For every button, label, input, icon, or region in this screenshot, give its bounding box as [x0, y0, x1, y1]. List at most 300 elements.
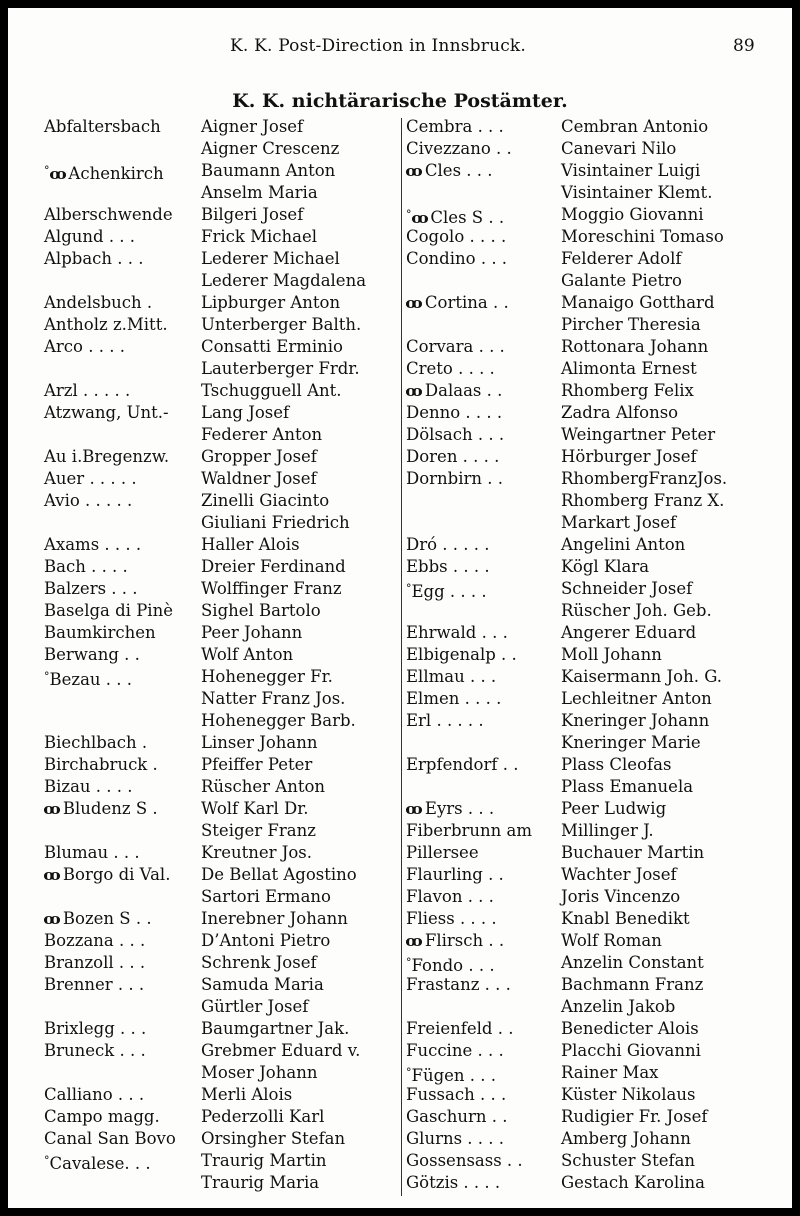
list-item: [406, 270, 776, 292]
list-item: [44, 358, 396, 380]
office-marker-icon: °: [406, 582, 412, 595]
postmaster-name: Joris Vincenzo: [561, 887, 681, 906]
place-label: Gaschurn . .: [406, 1107, 508, 1126]
place-label: Achenkirch: [68, 164, 164, 183]
postmaster-name: Steiger Franz: [201, 821, 316, 840]
list-item: [44, 622, 396, 644]
list-item: [406, 534, 776, 556]
list-item: [406, 908, 776, 930]
postmaster-name: Traurig Martin: [201, 1151, 327, 1170]
place-label: Ebbs . . . .: [406, 557, 490, 576]
place-name: [44, 622, 156, 644]
postmaster-name: Waldner Josef: [201, 469, 317, 488]
list-item: [406, 1040, 776, 1062]
place-name: [44, 644, 140, 666]
place-label: Campo magg.: [44, 1107, 160, 1126]
place-label: Fussach . . .: [406, 1085, 507, 1104]
list-item: [44, 1106, 396, 1128]
list-item: [406, 1018, 776, 1040]
postmaster-name: Zinelli Giacinto: [201, 491, 330, 510]
list-item: [44, 116, 396, 138]
place-name: [406, 336, 505, 358]
place-label: Pillersee: [406, 843, 479, 862]
place-name: [406, 754, 518, 776]
place-name: [44, 248, 144, 270]
place-name: [406, 710, 484, 732]
postmaster-name: Angerer Eduard: [561, 623, 697, 642]
place-label: Frastanz . . .: [406, 975, 511, 994]
postmaster-name: Pederzolli Karl: [201, 1107, 325, 1126]
list-item: [406, 1128, 776, 1150]
list-item: [44, 974, 396, 996]
place-name: [44, 1084, 144, 1106]
place-name: [44, 842, 140, 864]
list-item: [406, 776, 776, 798]
place-name: [44, 578, 138, 600]
place-name: [44, 1106, 160, 1128]
postmaster-name: Lauterberger Frdr.: [201, 359, 360, 378]
postmaster-name: Alimonta Ernest: [561, 359, 697, 378]
place-label: Avio . . . . .: [44, 491, 133, 510]
place-name: [44, 204, 173, 226]
list-item: [406, 336, 776, 358]
postmaster-name: Hohenegger Barb.: [201, 711, 356, 730]
list-item: [44, 336, 396, 358]
post-horn-icon: ꝏ: [43, 866, 61, 884]
right-column: [406, 116, 776, 1194]
place-label: Doren . . . .: [406, 447, 500, 466]
place-name: [44, 380, 130, 402]
postmaster-name: Sartori Ermano: [201, 887, 331, 906]
postmaster-name: Rüscher Joh. Geb.: [561, 601, 712, 620]
list-item: [44, 380, 396, 402]
place-name: [406, 380, 502, 402]
postmaster-name: D’Antoni Pietro: [201, 931, 331, 950]
list-item: [406, 974, 776, 996]
postmaster-name: Orsingher Stefan: [201, 1129, 346, 1148]
place-label: Dornbirn . .: [406, 469, 504, 488]
list-item: [406, 160, 776, 182]
place-label: Borgo di Val.: [62, 865, 171, 884]
running-head: [8, 36, 792, 60]
postmaster-name: Markart Josef: [561, 513, 677, 532]
postmaster-name: Moll Johann: [561, 645, 662, 664]
place-name: [44, 534, 141, 556]
postmaster-name: Rüscher Anton: [201, 777, 326, 796]
place-label: Canal San Bovo: [44, 1129, 176, 1148]
post-horn-icon: ꝏ: [43, 800, 61, 818]
list-item: [44, 446, 396, 468]
list-item: [406, 1172, 776, 1194]
list-item: [44, 402, 396, 424]
place-label: Denno . . . .: [406, 403, 503, 422]
postmaster-name: Lederer Magdalena: [201, 271, 367, 290]
list-item: [406, 1150, 776, 1172]
list-item: [406, 292, 776, 314]
place-label: Antholz z.Mitt.: [44, 315, 168, 334]
list-item: [406, 820, 776, 842]
list-item: [406, 358, 776, 380]
list-item: [44, 710, 396, 732]
list-item: [44, 798, 396, 820]
place-label: Condino . . .: [406, 249, 508, 268]
place-name: [406, 292, 509, 314]
postmaster-name: Bilgeri Josef: [201, 205, 304, 224]
list-item: [406, 842, 776, 864]
place-name: [406, 1150, 523, 1172]
office-marker-icon: °: [44, 670, 50, 683]
place-name: [406, 226, 506, 248]
place-label: Bozen S . .: [62, 909, 152, 928]
list-item: [406, 138, 776, 160]
postmaster-name: Schrenk Josef: [201, 953, 317, 972]
postmaster-name: Peer Johann: [201, 623, 303, 642]
place-name: [44, 974, 144, 996]
office-marker-icon: °: [406, 208, 412, 221]
list-item: [406, 182, 776, 204]
place-name: [406, 1040, 504, 1062]
postmaster-name: Grebmer Eduard v.: [201, 1041, 361, 1060]
postmaster-name: Wolf Karl Dr.: [201, 799, 309, 818]
place-name: [406, 138, 512, 160]
list-item: [44, 776, 396, 798]
place-label: Biechlbach .: [44, 733, 148, 752]
postmaster-name: Wachter Josef: [561, 865, 677, 884]
list-item: [406, 952, 776, 974]
post-horn-icon: ꝏ: [405, 382, 423, 400]
postmaster-name: Weingartner Peter: [561, 425, 716, 444]
place-name: [406, 908, 497, 930]
place-label: Fondo . . .: [411, 956, 495, 975]
postmaster-name: Zadra Alfonso: [561, 403, 679, 422]
postmaster-name: Merli Alois: [201, 1085, 293, 1104]
postmaster-name: Federer Anton: [201, 425, 323, 444]
postmaster-name: Millinger J.: [561, 821, 654, 840]
place-name: [44, 314, 168, 336]
postmaster-name: Pfeiffer Peter: [201, 755, 313, 774]
list-item: [44, 886, 396, 908]
postmaster-name: Hohenegger Fr.: [201, 667, 333, 686]
list-item: [406, 886, 776, 908]
place-name: [44, 292, 152, 314]
place-name: [406, 974, 511, 996]
list-item: [44, 556, 396, 578]
place-name: [44, 556, 128, 578]
list-item: [44, 578, 396, 600]
place-label: Götzis . . . .: [406, 1173, 501, 1192]
place-label: Arzl . . . . .: [44, 381, 131, 400]
postmaster-name: Baumann Anton: [201, 161, 336, 180]
postmaster-name: Aigner Crescenz: [201, 139, 340, 158]
place-label: Flavon . . .: [406, 887, 494, 906]
list-item: [44, 468, 396, 490]
list-item: [406, 512, 776, 534]
place-label: Dölsach . . .: [406, 425, 505, 444]
place-name: [406, 402, 502, 424]
list-item: [44, 1062, 396, 1084]
postmaster-name: Bachmann Franz: [561, 975, 704, 994]
place-label: Brenner . . .: [44, 975, 145, 994]
list-item: [406, 116, 776, 138]
list-item: [44, 1084, 396, 1106]
list-item: [406, 600, 776, 622]
postmaster-name: Natter Franz Jos.: [201, 689, 346, 708]
place-label: Alpbach . . .: [44, 249, 144, 268]
list-item: [44, 292, 396, 314]
list-item: [406, 578, 776, 600]
list-item: [406, 446, 776, 468]
place-label: Axams . . . .: [44, 535, 142, 554]
place-label: Brixlegg . . .: [44, 1019, 147, 1038]
place-name: [406, 556, 490, 578]
place-name: [44, 776, 133, 798]
place-label: Bludenz S .: [62, 799, 158, 818]
place-name: [406, 1084, 506, 1106]
place-label: Cogolo . . . .: [406, 227, 507, 246]
place-name: [44, 798, 158, 820]
postmaster-name: Manaigo Gotthard: [561, 293, 715, 312]
postmaster-name: Linser Johann: [201, 733, 318, 752]
list-item: [44, 490, 396, 512]
place-name: [44, 930, 145, 952]
place-label: Flirsch . .: [424, 931, 505, 950]
place-name: [44, 116, 161, 138]
postmaster-name: Frick Michael: [201, 227, 318, 246]
place-name: [406, 666, 496, 688]
list-item: [406, 380, 776, 402]
list-item: [406, 314, 776, 336]
postmaster-name: Hörburger Josef: [561, 447, 697, 466]
place-label: Bezau . . .: [49, 670, 133, 689]
list-item: [44, 864, 396, 886]
postmaster-name: Gürtler Josef: [201, 997, 309, 1016]
post-horn-icon: ꝏ: [48, 165, 67, 183]
left-column: [44, 116, 396, 1194]
postmaster-name: Moreschini Tomaso: [561, 227, 724, 246]
list-item: [44, 688, 396, 710]
list-item: [44, 600, 396, 622]
place-label: Gossensass . .: [406, 1151, 523, 1170]
place-label: Alberschwende: [44, 205, 173, 224]
place-name: [406, 886, 494, 908]
place-label: Berwang . .: [44, 645, 140, 664]
list-item: [44, 952, 396, 974]
postmaster-name: Lipburger Anton: [201, 293, 341, 312]
postmaster-name: Kaisermann Joh. G.: [561, 667, 723, 686]
list-item: [44, 930, 396, 952]
office-marker-icon: °: [406, 1066, 412, 1079]
postmaster-name: Wolf Roman: [561, 931, 662, 950]
list-item: [44, 1040, 396, 1062]
postmaster-name: Moser Johann: [201, 1063, 318, 1082]
place-label: Auer . . . . .: [44, 469, 137, 488]
place-label: Elmen . . . .: [406, 689, 502, 708]
place-name: [406, 1128, 504, 1150]
postmaster-name: Traurig Maria: [201, 1173, 320, 1192]
place-label: Atzwang, Unt.-: [44, 403, 169, 422]
list-item: [44, 424, 396, 446]
column-divider: [401, 118, 402, 1196]
postmaster-name: Visintainer Luigi: [561, 161, 701, 180]
list-item: [44, 204, 396, 226]
list-item: [44, 1150, 396, 1172]
place-label: Ehrwald . . .: [406, 623, 508, 642]
list-item: [44, 1128, 396, 1150]
postmaster-name: Sighel Bartolo: [201, 601, 321, 620]
list-item: [44, 820, 396, 842]
list-item: [44, 754, 396, 776]
postmaster-name: Rottonara Johann: [561, 337, 709, 356]
list-item: [44, 996, 396, 1018]
list-item: [406, 688, 776, 710]
place-label: Abfaltersbach: [44, 117, 161, 136]
postmaster-name: Rainer Max: [561, 1063, 659, 1082]
place-name: [406, 358, 495, 380]
place-name: [406, 1172, 500, 1194]
postmaster-name: Anzelin Constant: [561, 953, 704, 972]
list-item: [44, 270, 396, 292]
place-label: Bizau . . . .: [44, 777, 133, 796]
list-item: [406, 556, 776, 578]
section-title: K. K. nichtärarische Postämter.: [232, 90, 568, 112]
postmaster-name: RhombergFranzJos.: [561, 469, 728, 488]
postmaster-name: Angelini Anton: [561, 535, 686, 554]
list-item: [406, 644, 776, 666]
place-name: [406, 468, 503, 490]
postmaster-name: Visintainer Klemt.: [561, 183, 713, 202]
place-name: [406, 534, 490, 556]
place-name: [44, 1128, 176, 1150]
office-marker-icon: °: [44, 1154, 50, 1167]
place-label: Glurns . . . .: [406, 1129, 505, 1148]
place-label: Cortina . .: [424, 293, 509, 312]
place-label: Dalaas . .: [424, 381, 503, 400]
post-horn-icon: ꝏ: [405, 800, 423, 818]
place-name: [44, 864, 170, 886]
place-name: [44, 490, 132, 512]
place-label: Branzoll . . .: [44, 953, 146, 972]
place-label: Egg . . . .: [411, 582, 487, 601]
list-item: [44, 1172, 396, 1194]
place-label: Cles S . .: [430, 208, 505, 227]
place-label: Birchabruck .: [44, 755, 158, 774]
place-label: Au i.Bregenzw.: [44, 447, 170, 466]
postmaster-name: Baumgartner Jak.: [201, 1019, 350, 1038]
place-label: Baumkirchen: [44, 623, 156, 642]
place-name: [406, 160, 493, 182]
place-label: Civezzano . .: [406, 139, 512, 158]
place-name: [406, 820, 532, 842]
place-label: Fiberbrunn am: [406, 821, 532, 840]
postmaster-name: Kögl Klara: [561, 557, 650, 576]
place-name: [406, 1106, 507, 1128]
postmaster-name: Wolffinger Franz: [201, 579, 342, 598]
place-name: [44, 754, 158, 776]
place-name: [406, 864, 504, 886]
postmaster-name: Wolf Anton: [201, 645, 294, 664]
list-item: [44, 908, 396, 930]
postmaster-name: Unterberger Balth.: [201, 315, 362, 334]
place-label: Bach . . . .: [44, 557, 128, 576]
place-label: Eyrs . . .: [424, 799, 495, 818]
postmaster-name: Haller Alois: [201, 535, 300, 554]
list-item: [44, 314, 396, 336]
list-item: [44, 732, 396, 754]
place-name: [406, 1018, 513, 1040]
place-name: [44, 402, 169, 424]
list-item: [44, 1018, 396, 1040]
list-item: [44, 534, 396, 556]
postmaster-name: Giuliani Friedrich: [201, 513, 350, 532]
place-label: Flaurling . .: [406, 865, 504, 884]
office-marker-icon: °: [44, 164, 50, 177]
postmaster-name: Lang Josef: [201, 403, 290, 422]
postmaster-name: Küster Nikolaus: [561, 1085, 696, 1104]
post-horn-icon: ꝏ: [405, 162, 423, 180]
postmaster-name: Tschugguell Ant.: [201, 381, 342, 400]
list-item: [406, 424, 776, 446]
place-name: [406, 622, 508, 644]
list-item: [406, 204, 776, 226]
place-label: Elbigenalp . .: [406, 645, 517, 664]
office-marker-icon: °: [406, 956, 412, 969]
list-item: [44, 248, 396, 270]
list-item: [406, 490, 776, 512]
postmaster-name: Aigner Josef: [201, 117, 304, 136]
list-item: [406, 622, 776, 644]
place-name: [44, 446, 169, 468]
postmaster-name: Plass Cleofas: [561, 755, 672, 774]
place-label: Balzers . . .: [44, 579, 138, 598]
postmaster-name: Felderer Adolf: [561, 249, 682, 268]
book-page: [8, 8, 792, 1208]
post-horn-icon: ꝏ: [410, 209, 429, 227]
place-label: Erl . . . . .: [406, 711, 484, 730]
place-label: Creto . . . .: [406, 359, 495, 378]
place-label: Bozzana . . .: [44, 931, 146, 950]
place-name: [44, 336, 125, 358]
place-name: [406, 116, 504, 138]
postmaster-name: Rhomberg Felix: [561, 381, 694, 400]
postmaster-name: Canevari Nilo: [561, 139, 677, 158]
list-item: [44, 160, 396, 182]
place-name: [406, 842, 479, 864]
place-label: Calliano . . .: [44, 1085, 145, 1104]
place-name: [44, 908, 152, 930]
place-name: [44, 1040, 146, 1062]
list-item: [406, 468, 776, 490]
place-name: [406, 424, 504, 446]
postmaster-name: Amberg Johann: [561, 1129, 691, 1148]
place-name: [406, 798, 494, 820]
place-label: Fuccine . . .: [406, 1041, 504, 1060]
place-name: [44, 226, 135, 248]
list-item: [44, 666, 396, 688]
list-item: [406, 864, 776, 886]
list-item: [406, 732, 776, 754]
post-horn-icon: ꝏ: [43, 910, 61, 928]
place-name: [44, 1018, 146, 1040]
list-item: [44, 842, 396, 864]
place-label: Baselga di Pinè: [44, 601, 173, 620]
list-item: [406, 666, 776, 688]
postmaster-name: Rhomberg Franz X.: [561, 491, 725, 510]
place-label: Dró . . . . .: [406, 535, 490, 554]
postmaster-name: Moggio Giovanni: [561, 205, 704, 224]
place-label: Blumau . . .: [44, 843, 140, 862]
list-item: [406, 754, 776, 776]
place-label: Bruneck . . .: [44, 1041, 146, 1060]
